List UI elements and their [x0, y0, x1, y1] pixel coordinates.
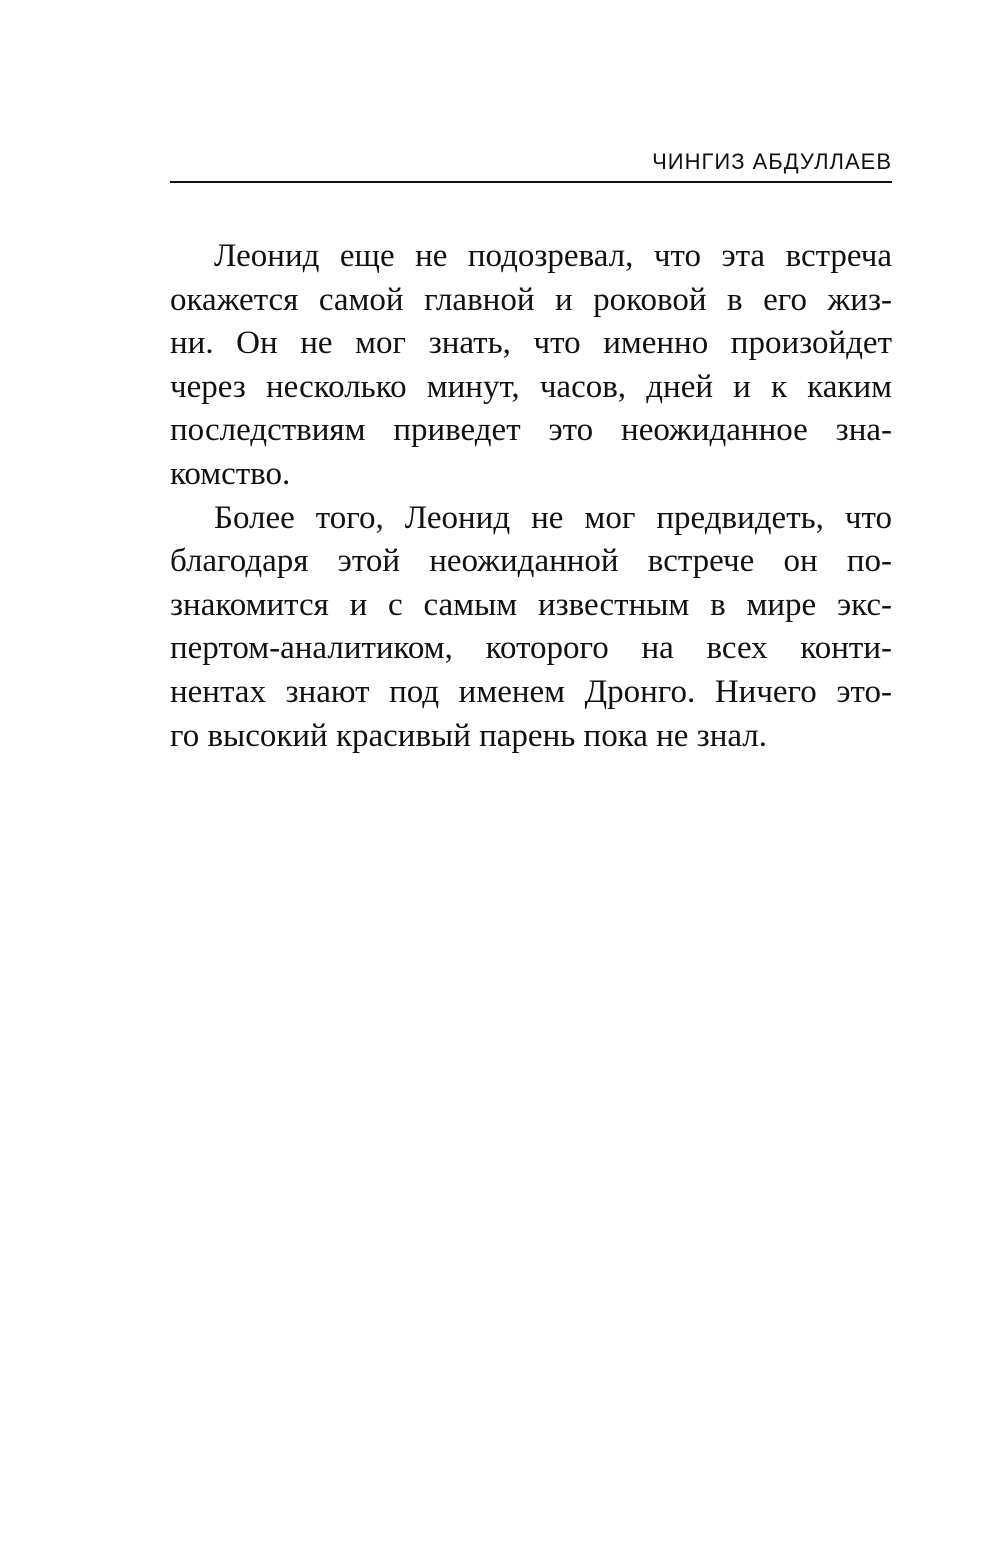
- text-line: последствиям приведет это неожиданное зна-: [170, 412, 892, 449]
- paragraph-2: [170, 497, 892, 759]
- text-line: благодаря этой неожиданной встрече он по-: [170, 543, 892, 580]
- text-line: го высокий красивый парень пока не знал.: [170, 717, 768, 754]
- body-text: [170, 235, 892, 758]
- text-line: знакомится и с самым известным в мире экс-: [170, 586, 892, 623]
- text-line: через несколько минут, часов, дней и к каким: [170, 368, 892, 405]
- text-line: нентах знают под именем Дронго. Ничего это-: [170, 673, 892, 710]
- text-line: Леонид еще не подозревал, что эта встреча: [214, 238, 892, 274]
- text-line: ни. Он не мог знать, что именно произойдет: [170, 325, 892, 362]
- header-rule: [170, 181, 892, 183]
- text-line: Более того, Леонид не мог предвидеть, что: [214, 499, 892, 536]
- text-line: пертом-аналитиком, которого на всех конти-: [170, 630, 892, 667]
- running-head-author: ЧИНГИЗ АБДУЛЛАЕВ: [652, 149, 892, 174]
- paragraph-1: [170, 235, 892, 497]
- text-line: комство.: [170, 455, 291, 492]
- text-line: окажется самой главной и роковой в его жиз-: [170, 281, 892, 318]
